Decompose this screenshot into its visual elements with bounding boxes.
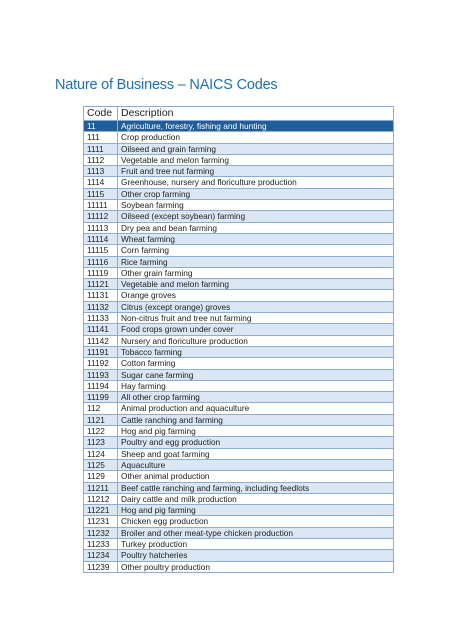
- code-cell: 11114: [84, 233, 118, 244]
- description-cell: Broiler and other meat-type chicken production: [118, 527, 394, 538]
- description-cell: Poultry hatcheries: [118, 550, 394, 561]
- code-cell: 11119: [84, 267, 118, 278]
- page-title: Nature of Business – NAICS Codes: [55, 77, 278, 93]
- description-cell: Poultry and egg production: [118, 437, 394, 448]
- code-cell: 11194: [84, 380, 118, 391]
- table-row: [84, 392, 394, 403]
- table-row: [84, 346, 394, 357]
- code-cell: 11131: [84, 290, 118, 301]
- description-cell: Other grain farming: [118, 267, 394, 278]
- table-row: [84, 550, 394, 561]
- code-cell: 1124: [84, 448, 118, 459]
- description-cell: Other animal production: [118, 471, 394, 482]
- table-row: [84, 369, 394, 380]
- description-cell: Non-citrus fruit and tree nut farming: [118, 313, 394, 324]
- description-cell: Food crops grown under cover: [118, 324, 394, 335]
- code-cell: 11133: [84, 313, 118, 324]
- code-cell: 11132: [84, 301, 118, 312]
- code-cell: 11111: [84, 200, 118, 211]
- description-cell: Turkey production: [118, 538, 394, 549]
- description-column-header: Description: [118, 107, 394, 121]
- code-cell: 11239: [84, 561, 118, 572]
- table-row: [84, 279, 394, 290]
- description-cell: Greenhouse, nursery and floriculture production: [118, 177, 394, 188]
- description-cell: Hog and pig farming: [118, 505, 394, 516]
- description-cell: Nursery and floriculture production: [118, 335, 394, 346]
- table-row: [84, 121, 394, 132]
- table-row: [84, 527, 394, 538]
- description-cell: Agriculture, forestry, fishing and hunting: [118, 121, 394, 132]
- code-cell: 11116: [84, 256, 118, 267]
- description-cell: Other poultry production: [118, 561, 394, 572]
- description-cell: Hog and pig farming: [118, 426, 394, 437]
- code-cell: 1123: [84, 437, 118, 448]
- code-cell: 1111: [84, 143, 118, 154]
- description-cell: Rice farming: [118, 256, 394, 267]
- code-cell: 11199: [84, 392, 118, 403]
- table-header-row: [84, 107, 394, 121]
- code-cell: 11231: [84, 516, 118, 527]
- code-cell: 11193: [84, 369, 118, 380]
- table-row: [84, 324, 394, 335]
- description-cell: Tobacco farming: [118, 346, 394, 357]
- code-cell: 11233: [84, 538, 118, 549]
- table-body: [84, 121, 394, 573]
- description-cell: Hay farming: [118, 380, 394, 391]
- table-row: [84, 448, 394, 459]
- table-row: [84, 538, 394, 549]
- table-row: [84, 200, 394, 211]
- code-cell: 1112: [84, 154, 118, 165]
- description-cell: Vegetable and melon farming: [118, 279, 394, 290]
- table-row: [84, 471, 394, 482]
- table-row: [84, 493, 394, 504]
- table-row: [84, 426, 394, 437]
- description-cell: All other crop farming: [118, 392, 394, 403]
- description-cell: Orange groves: [118, 290, 394, 301]
- table-row: [84, 211, 394, 222]
- code-cell: 1113: [84, 166, 118, 177]
- code-cell: 1121: [84, 414, 118, 425]
- table-row: [84, 188, 394, 199]
- table-row: [84, 505, 394, 516]
- description-cell: Dry pea and bean farming: [118, 222, 394, 233]
- code-cell: 11121: [84, 279, 118, 290]
- table-row: [84, 380, 394, 391]
- description-cell: Corn farming: [118, 245, 394, 256]
- code-cell: 11212: [84, 493, 118, 504]
- table-row: [84, 222, 394, 233]
- code-cell: 11142: [84, 335, 118, 346]
- table-row: [84, 245, 394, 256]
- code-cell: 11112: [84, 211, 118, 222]
- description-cell: Oilseed and grain farming: [118, 143, 394, 154]
- table-row: [84, 335, 394, 346]
- description-cell: Beef cattle ranching and farming, including feedlots: [118, 482, 394, 493]
- table-row: [84, 154, 394, 165]
- table-row: [84, 256, 394, 267]
- code-cell: 112: [84, 403, 118, 414]
- description-cell: Dairy cattle and milk production: [118, 493, 394, 504]
- code-cell: 1114: [84, 177, 118, 188]
- description-cell: Other crop farming: [118, 188, 394, 199]
- code-cell: 11234: [84, 550, 118, 561]
- description-cell: Citrus (except orange) groves: [118, 301, 394, 312]
- description-cell: Sheep and goat farming: [118, 448, 394, 459]
- description-cell: Fruit and tree nut farming: [118, 166, 394, 177]
- table-row: [84, 437, 394, 448]
- description-cell: Cotton farming: [118, 358, 394, 369]
- table-row: [84, 414, 394, 425]
- code-cell: 1129: [84, 471, 118, 482]
- code-cell: 11141: [84, 324, 118, 335]
- description-cell: Soybean farming: [118, 200, 394, 211]
- description-cell: Animal production and aquaculture: [118, 403, 394, 414]
- table-row: [84, 561, 394, 572]
- table-row: [84, 358, 394, 369]
- description-cell: Vegetable and melon farming: [118, 154, 394, 165]
- table-row: [84, 301, 394, 312]
- description-cell: Sugar cane farming: [118, 369, 394, 380]
- naics-codes-table: [83, 106, 394, 573]
- code-cell: 11113: [84, 222, 118, 233]
- table-row: [84, 177, 394, 188]
- description-cell: Crop production: [118, 132, 394, 143]
- description-cell: Chicken egg production: [118, 516, 394, 527]
- table-row: [84, 233, 394, 244]
- code-cell: 11221: [84, 505, 118, 516]
- description-cell: Oilseed (except soybean) farming: [118, 211, 394, 222]
- code-cell: 11192: [84, 358, 118, 369]
- table-row: [84, 290, 394, 301]
- table-row: [84, 459, 394, 470]
- table-row: [84, 267, 394, 278]
- table-row: [84, 166, 394, 177]
- table-row: [84, 403, 394, 414]
- code-cell: 1115: [84, 188, 118, 199]
- table-row: [84, 132, 394, 143]
- code-cell: 1122: [84, 426, 118, 437]
- table-row: [84, 143, 394, 154]
- description-cell: Aquaculture: [118, 459, 394, 470]
- code-cell: 11115: [84, 245, 118, 256]
- code-cell: 1125: [84, 459, 118, 470]
- table-row: [84, 482, 394, 493]
- table-row: [84, 313, 394, 324]
- code-cell: 11232: [84, 527, 118, 538]
- description-cell: Cattle ranching and farming: [118, 414, 394, 425]
- table-row: [84, 516, 394, 527]
- code-cell: 11: [84, 121, 118, 132]
- code-cell: 11211: [84, 482, 118, 493]
- description-cell: Wheat farming: [118, 233, 394, 244]
- code-cell: 111: [84, 132, 118, 143]
- code-cell: 11191: [84, 346, 118, 357]
- code-column-header: Code: [84, 107, 118, 121]
